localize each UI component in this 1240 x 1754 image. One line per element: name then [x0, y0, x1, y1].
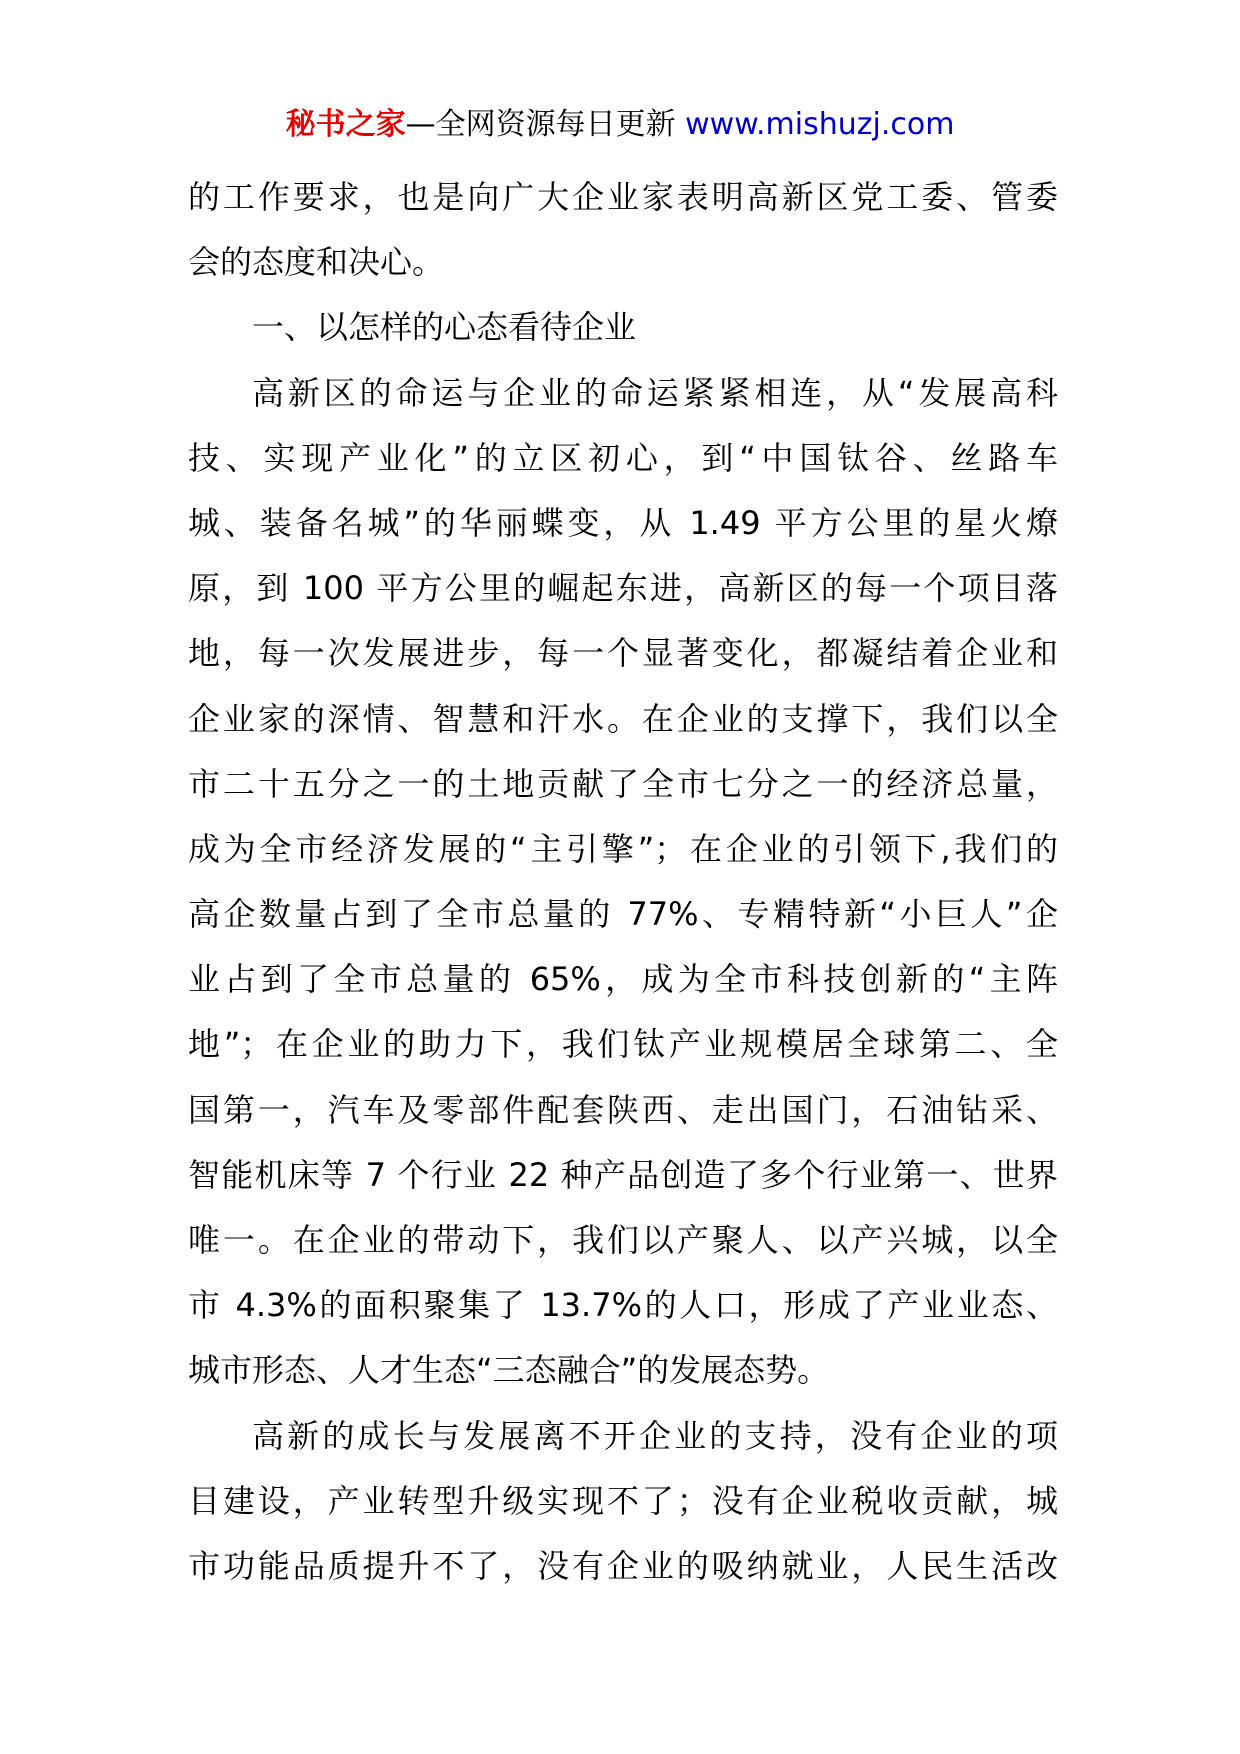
- text-line: 城、装备名城”的华丽蝶变，从 1.49 平方公里的星火燎: [188, 503, 1058, 542]
- text-line: 国第一，汽车及零部件配套陕西、走出国门，石油钻采、: [188, 1090, 1058, 1129]
- text-line: 地”；在企业的助力下，我们钛产业规模居全球第二、全: [188, 1025, 1058, 1064]
- text-line: 高企数量占到了全市总量的 77%、专精特新“小巨人”企: [188, 895, 1058, 934]
- site-url-link[interactable]: www.mishuzj.com: [685, 107, 955, 142]
- site-header: [0, 100, 1240, 150]
- text-line: 市 4.3%的面积聚集了 13.7%的人口，形成了产业业态、: [188, 1286, 1058, 1325]
- text-line: 市二十五分之一的土地贡献了全市七分之一的经济总量，: [188, 764, 1058, 803]
- brand-name: 秘书之家: [285, 107, 406, 142]
- text-line: 原，到 100 平方公里的崛起东进，高新区的每一个项目落: [188, 569, 1058, 608]
- text-line: 成为全市经济发展的“主引擎”；在企业的引领下,我们的: [188, 829, 1058, 868]
- text-line: 的工作要求，也是向广大企业家表明高新区党工委、管委: [188, 178, 1058, 216]
- text-line: 企业家的深情、智慧和汗水。在企业的支撑下，我们以全: [188, 699, 1058, 738]
- text-line: 业占到了全市总量的 65%，成为全市科技创新的“主阵: [188, 960, 1058, 999]
- text-line: 智能机床等 7 个行业 22 种产品创造了多个行业第一、世界: [188, 1155, 1058, 1194]
- text-line: 高新的成长与发展离不开企业的支持，没有企业的项: [252, 1416, 1058, 1455]
- text-line: 唯一。在企业的带动下，我们以产聚人、以产兴城，以全: [188, 1221, 1058, 1259]
- text-line: 技、实现产业化”的立区初心，到“中国钛谷、丝路车: [188, 438, 1058, 477]
- text-line: 目建设，产业转型升级实现不了；没有企业税收贡献，城: [188, 1481, 1058, 1520]
- text-line: 会的态度和决心。: [188, 243, 445, 282]
- text-line: 市功能品质提升不了，没有企业的吸纳就业，人民生活改: [188, 1546, 1058, 1585]
- document-body: [188, 165, 1058, 1599]
- text-line: 城市形态、人才生态“三态融合”的发展态势。: [188, 1351, 830, 1390]
- text-line: 地，每一次发展进步，每一个显著变化，都凝结着企业和: [188, 634, 1058, 673]
- section-heading: 一、以怎样的心态看待企业: [252, 308, 637, 347]
- text-line: 高新区的命运与企业的命运紧紧相连，从“发展高科: [252, 373, 1058, 412]
- header-tagline: —全网资源每日更新: [405, 107, 676, 142]
